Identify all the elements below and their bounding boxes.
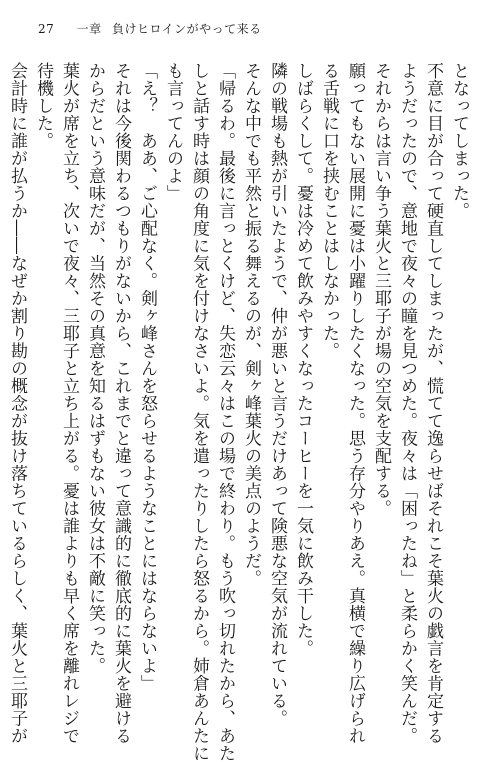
text-line: る舌戦に口を挟むことはしなかった。 xyxy=(319,62,339,360)
vertical-text-body xyxy=(7,62,472,762)
text-line: からだという意味だが、当然その真意を知るはずもない彼女は不敵に笑った。 xyxy=(85,62,105,675)
page-number: 27 xyxy=(38,22,55,36)
text-line: しばらくして。憂は冷めて飲みやすくなったコーヒーを一気に飲み干した。 xyxy=(293,62,313,657)
text-line: も言ってんのよ」 xyxy=(163,62,183,202)
text-line: 待機した。 xyxy=(33,62,53,150)
text-line: となってしまった。 xyxy=(449,62,469,220)
text-line: 会計時に誰が払うか――なぜか割り勘の概念が抜け落ちているらしく、葉火と三耶子が xyxy=(7,62,27,745)
chapter-label: 一章 xyxy=(76,22,102,36)
running-head xyxy=(38,20,262,37)
text-line: 隣の戦場も熱が引いたようで、仲が悪いと言うだけあって険悪な空気が流れている。 xyxy=(267,62,287,727)
text-line: そんな中でも平然と振る舞えるのが、剣ヶ峰葉火の美点のようだ。 xyxy=(241,62,261,587)
text-line: 願ってもない展開に憂は小躍りしたくなった。思う存分やりあえ。真横で繰り広げられ xyxy=(345,62,365,745)
text-line: ようだったので、意地で夜々の瞳を見つめた。夜々は「困ったね」と柔らかく笑んだ。 xyxy=(397,62,417,745)
text-line: 葉火が席を立ち、次いで夜々、三耶子と立ち上がる。憂は誰よりも早く席を離れレジで xyxy=(59,62,79,745)
text-line: 「帰るわ。最後に言っとくけど、失恋云々はこの場で終わり。もう吹っ切れたから、あた xyxy=(215,62,235,762)
text-line: それは今後関わるつもりがないから、これまでと違って意識的に徹底的に葉火を避ける xyxy=(111,62,131,745)
text-line: しと話す時は顔の角度に気を付けなさいよ。気を遣ったりしたら怒るから。姉倉あんたに xyxy=(189,62,209,762)
text-line: 「え？ ああ、ご心配なく。剣ヶ峰さんを怒らせるようなことにはならないよ」 xyxy=(137,62,157,692)
chapter-title: 負けヒロインがやって来る xyxy=(111,22,262,36)
text-line: それからは言い争う葉火と三耶子が場の空気を支配する。 xyxy=(371,62,391,517)
text-line: 不意に目が合って硬直してしまったが、慌てて逸らせばそれこそ葉火の戯言を肯定する xyxy=(423,62,443,745)
